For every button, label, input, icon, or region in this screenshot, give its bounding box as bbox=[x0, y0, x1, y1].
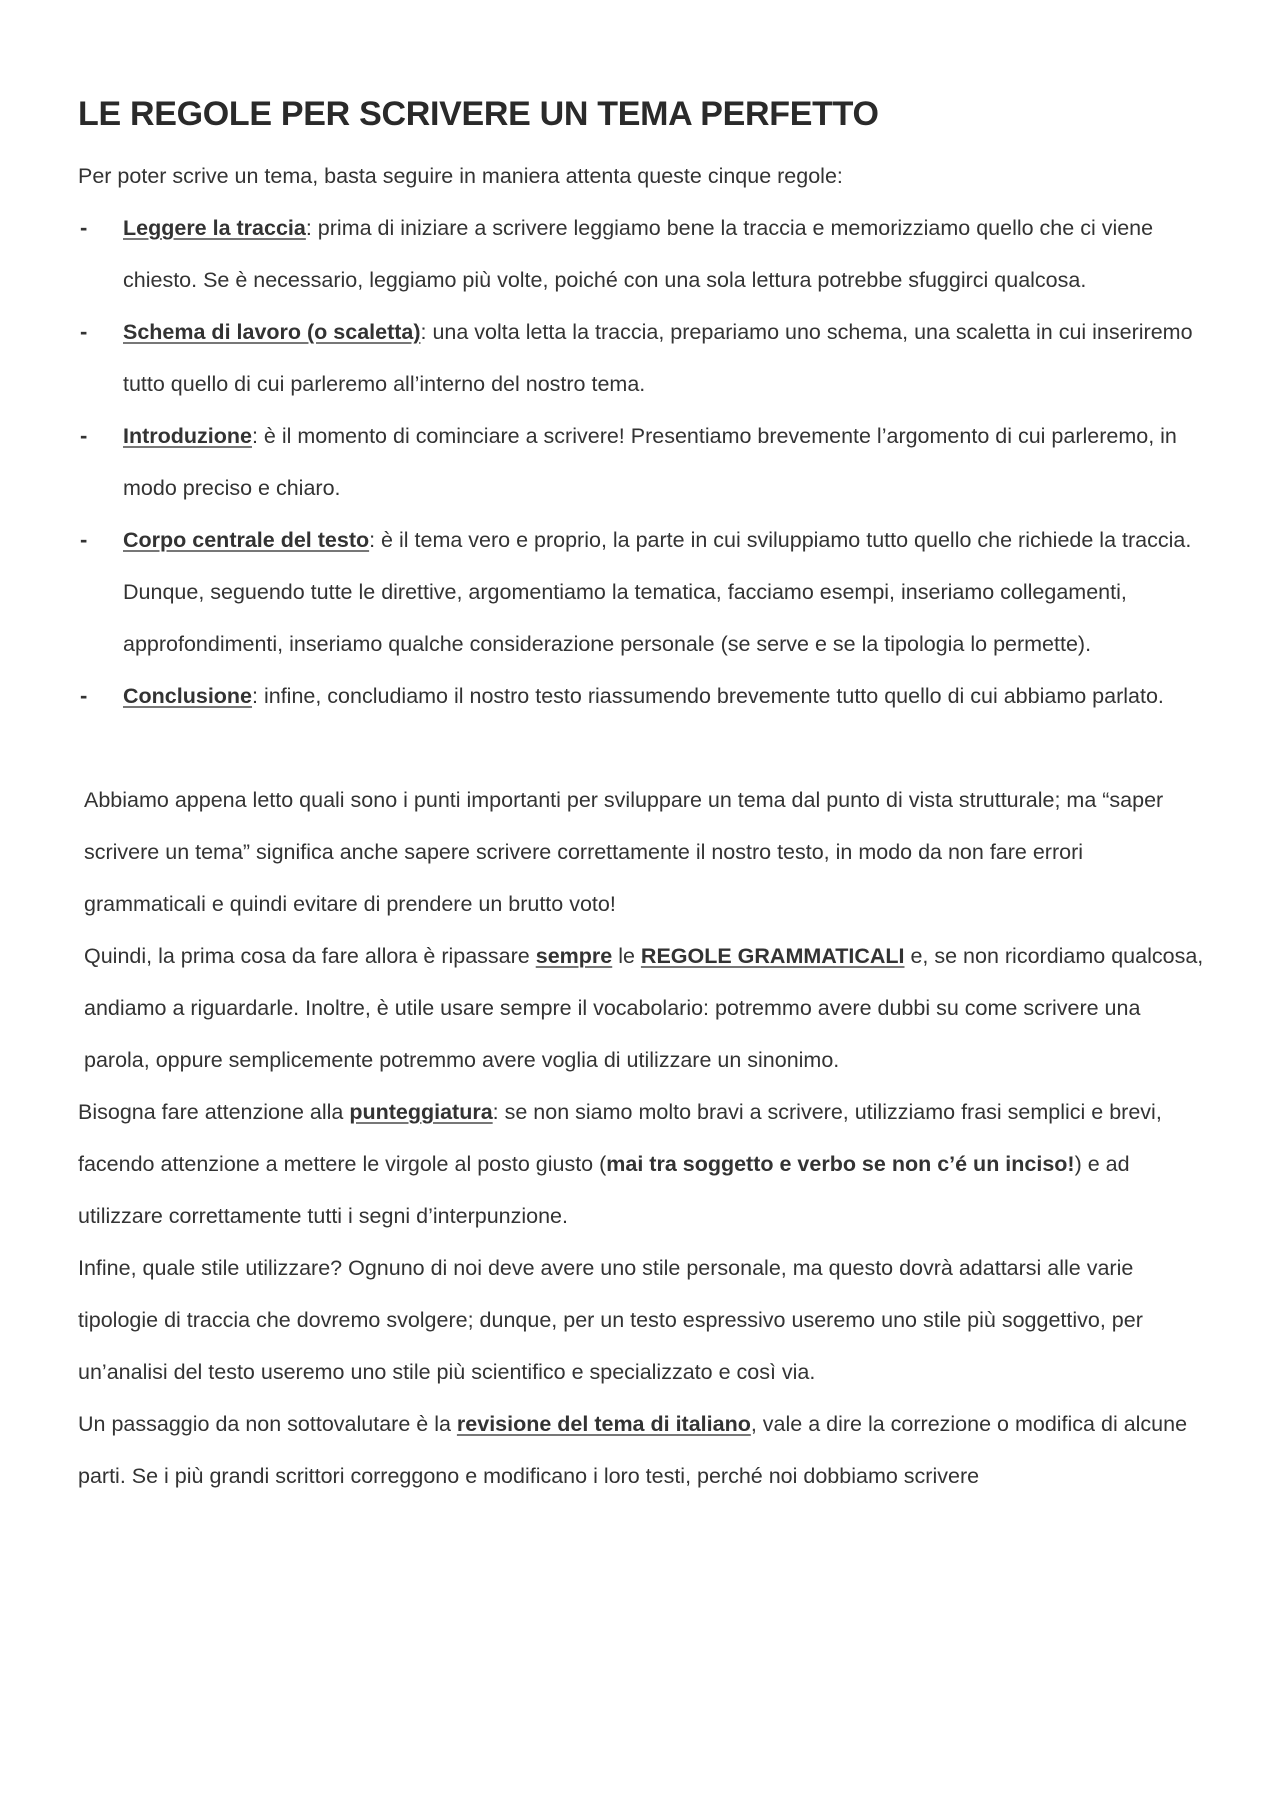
text-run: , vale a dire la correzione o modifica di alcune parti. Se i più grandi scrittori correggono e modificano i loro testi, perché noi dobbiamo scrivere bbox=[78, 1412, 1188, 1488]
text-run: ) e ad utilizzare correttamente tutti i segni d’interpunzione. bbox=[78, 1152, 1130, 1228]
dash-bullet: - bbox=[80, 319, 88, 344]
spacer bbox=[78, 722, 1208, 774]
list-item bbox=[78, 410, 1208, 514]
text-run: Un passaggio da non sottovalutare è la bbox=[78, 1412, 457, 1436]
emphasis-sempre: sempre bbox=[535, 944, 613, 968]
bold-note: mai tra soggetto e verbo se non c’é un inciso! bbox=[606, 1152, 1075, 1176]
rule-term: Introduzione bbox=[123, 424, 252, 448]
paragraph-revision bbox=[78, 1398, 1208, 1502]
list-item bbox=[78, 670, 1208, 722]
emphasis-revisione: revisione del tema di italiano bbox=[456, 1412, 751, 1436]
page-title: LE REGOLE PER SCRIVERE UN TEMA PERFETTO bbox=[78, 95, 879, 133]
list-item bbox=[78, 514, 1208, 670]
list-item bbox=[78, 202, 1208, 306]
text-run: Quindi, la prima cosa da fare allora è ripassare bbox=[84, 944, 536, 968]
intro-paragraph: Per poter scrive un tema, basta seguire in maniera attenta queste cinque regole: bbox=[78, 164, 843, 188]
rule-term: Conclusione bbox=[123, 684, 253, 708]
rule-term: Leggere la traccia bbox=[123, 216, 306, 240]
rule-text: : prima di iniziare a scrivere leggiamo bene la traccia e memorizziamo quello che ci viene chiesto. Se è necessario, leggiamo più volte, poiché con una sola lettura potrebbe sfuggirci qualcosa. bbox=[123, 216, 1154, 292]
paragraph-grammar bbox=[78, 930, 1208, 1086]
rule-term: Schema di lavoro (o scaletta) bbox=[123, 320, 421, 344]
rule-text: : è il momento di cominciare a scrivere! Presentiamo brevemente l’argomento di cui parleremo, in modo preciso e chiaro. bbox=[123, 424, 1177, 500]
dash-bullet: - bbox=[80, 683, 88, 708]
rule-text: : infine, concludiamo il nostro testo riassumendo brevemente tutto quello di cui abbiamo parlato. bbox=[252, 684, 1164, 708]
text-run: le bbox=[612, 944, 641, 968]
text-run: e, se non ricordiamo qualcosa, andiamo a riguardarle. Inoltre, è utile usare sempre il vocabolario: potremmo avere dubbi su come scrivere una parola, oppure semplicemente potremmo avere voglia di utilizzare un sinonimo. bbox=[84, 944, 1204, 1072]
dash-bullet: - bbox=[80, 527, 88, 552]
rule-text: : una volta letta la traccia, prepariamo uno schema, una scaletta in cui inseriremo tutto quello di cui parleremo all’interno del nostro tema. bbox=[123, 320, 1193, 396]
list-item bbox=[78, 306, 1208, 410]
paragraph-structure: Abbiamo appena letto quali sono i punti importanti per sviluppare un tema dal punto di vista strutturale; ma “saper scrivere un tema” significa anche sapere scrivere correttamente il nostro testo, in modo da non fare errori grammaticali e quindi evitare di prendere un brutto voto! bbox=[84, 788, 1164, 916]
dash-bullet: - bbox=[80, 215, 88, 240]
dash-bullet: - bbox=[80, 423, 88, 448]
text-run: Bisogna fare attenzione alla bbox=[78, 1100, 350, 1124]
emphasis-punteggiatura: punteggiatura bbox=[349, 1100, 493, 1124]
document-page bbox=[78, 92, 1208, 1502]
text-run: : se non siamo molto bravi a scrivere, utilizziamo frasi semplici e brevi, facendo attenzione a mettere le virgole al posto giusto ( bbox=[78, 1100, 1162, 1176]
rules-list bbox=[78, 202, 1208, 722]
paragraph-punctuation bbox=[78, 1086, 1208, 1242]
rule-text: : è il tema vero e proprio, la parte in cui sviluppiamo tutto quello che richiede la traccia. Dunque, seguendo tutte le direttive, argomentiamo la tematica, facciamo esempi, inseriamo collegamenti, approfondimenti, inseriamo qualche considerazione personale (se serve e se la tipologia lo permette). bbox=[123, 528, 1192, 656]
emphasis-regole: REGOLE GRAMMATICALI bbox=[640, 944, 905, 968]
rule-term: Corpo centrale del testo bbox=[123, 528, 370, 552]
paragraph-style: Infine, quale stile utilizzare? Ognuno di noi deve avere uno stile personale, ma questo dovrà adattarsi alle varie tipologie di traccia che dovremo svolgere; dunque, per un testo espressivo useremo uno stile più soggettivo, per un’analisi del testo useremo uno stile più scientifico e specializzato e così via. bbox=[78, 1256, 1143, 1384]
